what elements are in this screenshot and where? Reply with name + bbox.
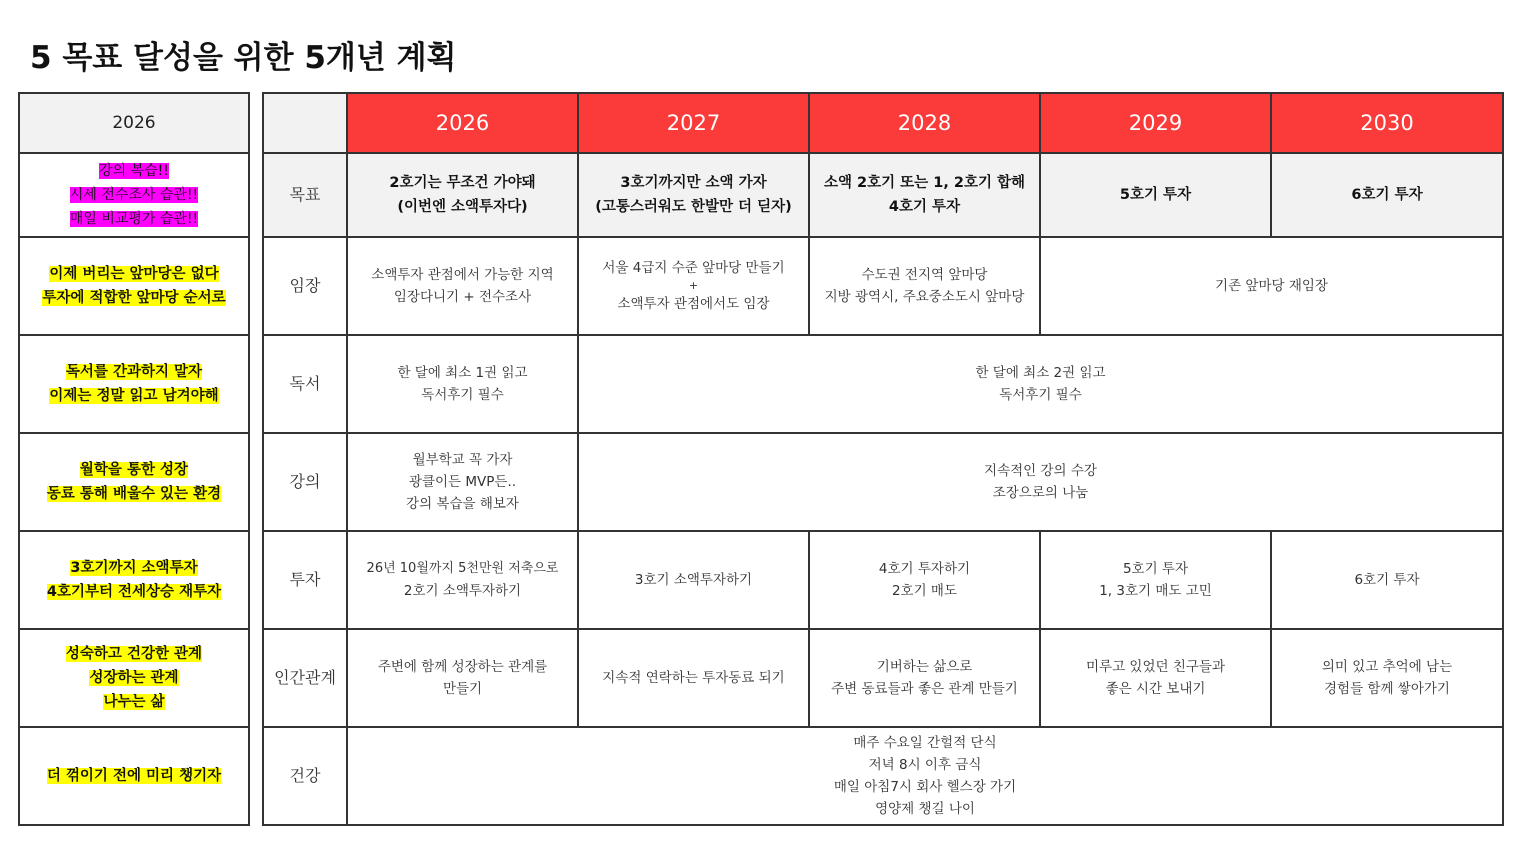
row-label-reading: 독서	[263, 335, 347, 433]
summary-line: 이제는 정말 읽고 남겨야해	[49, 388, 219, 404]
lecture-cell: 지속적인 강의 수강 조장으로의 나눔	[578, 433, 1503, 531]
relation-cell: 의미 있고 추억에 남는 경험들 함께 쌓아가기	[1271, 629, 1503, 727]
summary-line: 더 꺾이기 전에 미리 챙기자	[46, 768, 222, 784]
reading-cell: 한 달에 최소 2권 읽고 독서후기 필수	[578, 335, 1503, 433]
row-label-imjang: 임장	[263, 237, 347, 335]
year-header: 2030	[1271, 93, 1503, 153]
summary-line: 월학을 통한 성장	[79, 462, 189, 478]
summary-cell-reading	[19, 335, 249, 433]
health-cell: 매주 수요일 간헐적 단식 저녁 8시 이후 금식 매일 아침7시 회사 헬스장 가기 영양제 챙길 나이	[347, 727, 1503, 825]
invest-cell: 3호기 소액투자하기	[578, 531, 809, 629]
goal-cell: 소액 2호기 또는 1, 2호기 합해 4호기 투자	[809, 153, 1040, 237]
year-header: 2027	[578, 93, 809, 153]
imjang-cell: 수도권 전지역 앞마당 지방 광역시, 주요중소도시 앞마당	[809, 237, 1040, 335]
row-label-invest: 투자	[263, 531, 347, 629]
goal-cell: 6호기 투자	[1271, 153, 1503, 237]
summary-cell-lecture	[19, 433, 249, 531]
summary-line: 매일 비교평가 습관!!	[69, 211, 199, 227]
row-label-goal: 목표	[263, 153, 347, 237]
year-header: 2026	[347, 93, 578, 153]
invest-cell: 26년 10월까지 5천만원 저축으로 2호기 소액투자하기	[347, 531, 578, 629]
goal-cell: 5호기 투자	[1040, 153, 1271, 237]
row-label-lecture: 강의	[263, 433, 347, 531]
goal-cell: 3호기까지만 소액 가자 (고통스러워도 한발만 더 딛자)	[578, 153, 809, 237]
relation-cell: 주변에 함께 성장하는 관계를 만들기	[347, 629, 578, 727]
summary-line: 시세 전수조사 습관!!	[69, 187, 199, 203]
summary-line: 4호기부터 전세상승 재투자	[46, 584, 222, 600]
invest-cell: 4호기 투자하기 2호기 매도	[809, 531, 1040, 629]
lecture-row	[263, 433, 1503, 531]
relation-row	[263, 629, 1503, 727]
summary-cell-goal	[19, 153, 249, 237]
summary-line: 강의 복습!!	[99, 163, 169, 179]
imjang-row	[263, 237, 1503, 335]
row-label-health: 건강	[263, 727, 347, 825]
plan-table	[262, 92, 1504, 826]
summary-line: 투자에 적합한 앞마당 순서로	[42, 290, 226, 306]
summary-cell-invest	[19, 531, 249, 629]
summary-line: 이제 버리는 앞마당은 없다	[49, 266, 219, 282]
reading-row	[263, 335, 1503, 433]
page-title: 5 목표 달성을 위한 5개년 계획	[30, 40, 457, 76]
header-corner	[263, 93, 347, 153]
summary-cell-health	[19, 727, 249, 825]
relation-cell: 지속적 연락하는 투자동료 되기	[578, 629, 809, 727]
summary-line: 동료 통해 배울수 있는 환경	[46, 486, 222, 502]
summary-line: 독서를 간과하지 말자	[65, 364, 203, 380]
year-header: 2028	[809, 93, 1040, 153]
relation-cell: 기버하는 삶으로 주변 동료들과 좋은 관계 만들기	[809, 629, 1040, 727]
invest-cell: 6호기 투자	[1271, 531, 1503, 629]
summary-header: 2026	[19, 93, 249, 153]
summary-cell-imjang	[19, 237, 249, 335]
lecture-cell: 월부학교 꼭 가자 광클이든 MVP든.. 강의 복습을 해보자	[347, 433, 578, 531]
goal-cell: 2호기는 무조건 가야돼 (이번엔 소액투자다)	[347, 153, 578, 237]
invest-cell: 5호기 투자 1, 3호기 매도 고민	[1040, 531, 1271, 629]
row-label-relation: 인간관계	[263, 629, 347, 727]
summary-column	[18, 92, 250, 826]
imjang-cell: 서울 4급지 수준 앞마당 만들기 + 소액투자 관점에서도 임장	[578, 237, 809, 335]
summary-line: 성장하는 관계	[89, 670, 179, 686]
summary-line: 나누는 삶	[103, 694, 165, 710]
goal-row	[263, 153, 1503, 237]
invest-row	[263, 531, 1503, 629]
year-header: 2029	[1040, 93, 1271, 153]
imjang-cell: 소액투자 관점에서 가능한 지역 임장다니기 + 전수조사	[347, 237, 578, 335]
year-header-row	[263, 93, 1503, 153]
relation-cell: 미루고 있었던 친구들과 좋은 시간 보내기	[1040, 629, 1271, 727]
health-row	[263, 727, 1503, 825]
imjang-cell: 기존 앞마당 재임장	[1040, 237, 1503, 335]
summary-cell-relation	[19, 629, 249, 727]
reading-cell: 한 달에 최소 1권 읽고 독서후기 필수	[347, 335, 578, 433]
summary-line: 3호기까지 소액투자	[70, 560, 198, 576]
summary-line: 성숙하고 건강한 관계	[65, 646, 203, 662]
